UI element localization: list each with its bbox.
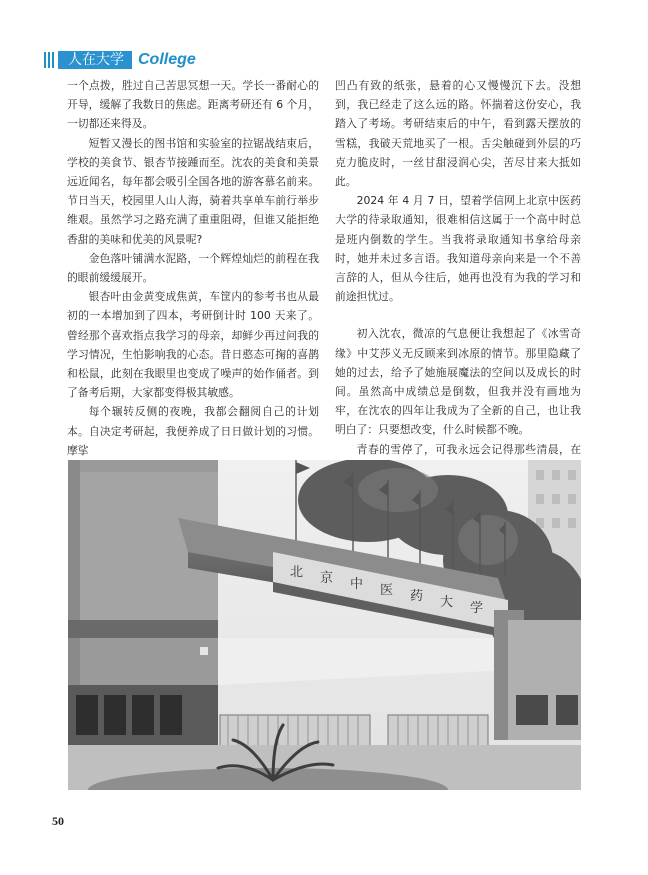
paragraph: 2024 年 4 月 7 日，望着学信网上北京中医药大学的待录取通知，很难相信这属于一个高中时总是班内倒数的学生。当我将录取通知书拿给母亲时，她并未过多言语。我知道母亲向来是一个不善言辞的人，但从今往后，她再也没有为我的学习和前途担忧过。 xyxy=(335,194,581,304)
gate-character: 北 xyxy=(290,565,304,580)
gate-character: 京 xyxy=(320,571,334,586)
paragraph: 每个辗转反侧的夜晚，我都会翻阅自己的计划本。自决定考研起，我便养成了日日做计划的习惯。摩挲 xyxy=(67,405,319,457)
paragraph: 青春的雪停了，可我永远会记得那些清晨，在 xyxy=(356,442,581,456)
paragraph: 初入沈农，微凉的气息便让我想起了《冰雪奇缘》中艾莎义无反顾来到冰原的情节。那里隐藏了她的过去，给予了她施展魔法的空间以及成长的时间。虽然高中成绩总是倒数，但我并没有画地为牢，在沈农的四年让我成为了全新的自己，也让我明白了：只要想改变，什么时候都不晚。 xyxy=(335,327,581,437)
left-column xyxy=(67,76,319,460)
section-tag: 人在大学 xyxy=(58,51,132,69)
paragraph: 银杏叶由金黄变成焦黄，车筐内的参考书也从最初的一本增加到了四本，考研倒计时 100 天来了。曾经那个喜欢指点我学习的母亲，却鲜少再过问我的学习情况，生怕影响我的心态。昔日憨态可掬的喜鹊和松鼠，此刻在我眼里也变成了噪声的始作俑者。到了备考后期，大家都变得极其敏感。 xyxy=(67,290,319,400)
page-number: 50 xyxy=(52,814,64,828)
gate-character: 药 xyxy=(410,589,424,604)
gate-character: 中 xyxy=(350,577,364,592)
paragraph: 凹凸有致的纸张，悬着的心又慢慢沉下去。没想到，我已经走了这么远的路。怀揣着这份安心，我踏入了考场。考研结束后的中午，看到露天摆放的雪糕，我破天荒地买了一根。舌尖触碰到外层的巧克力脆皮时，一丝甘甜浸润心尖，苦尽甘来大抵如此。 xyxy=(335,79,581,189)
paragraph: 短暂又漫长的图书馆和实验室的拉锯战结束后，学校的美食节、银杏节接踵而至。沈农的美食和美景远近闻名，每年都会吸引全国各地的游客慕名前来。节日当天，校园里人山人海，骑着共享单车前行举步维艰。虽然学习之路充满了重重阻碍，但谁又能拒绝香甜的美味和优美的风景呢? xyxy=(67,136,319,246)
section-header xyxy=(44,50,196,70)
right-column xyxy=(335,76,581,478)
brand-label: College xyxy=(138,51,196,68)
gate-character: 学 xyxy=(470,601,484,616)
paragraph: 金色落叶铺满水泥路，一个辉煌灿烂的前程在我的眼前缓缓展开。 xyxy=(67,251,319,285)
header-bars-decoration xyxy=(44,52,54,68)
gate-character: 大 xyxy=(440,595,454,610)
paragraph: 一个点拨，胜过自己苦思冥想一天。学长一番耐心的开导，缓解了我数日的焦虑。距离考研还有 6 个月，一切都还来得及。 xyxy=(67,79,319,131)
gate-character: 医 xyxy=(380,583,394,598)
campus-gate-photo xyxy=(68,460,581,790)
